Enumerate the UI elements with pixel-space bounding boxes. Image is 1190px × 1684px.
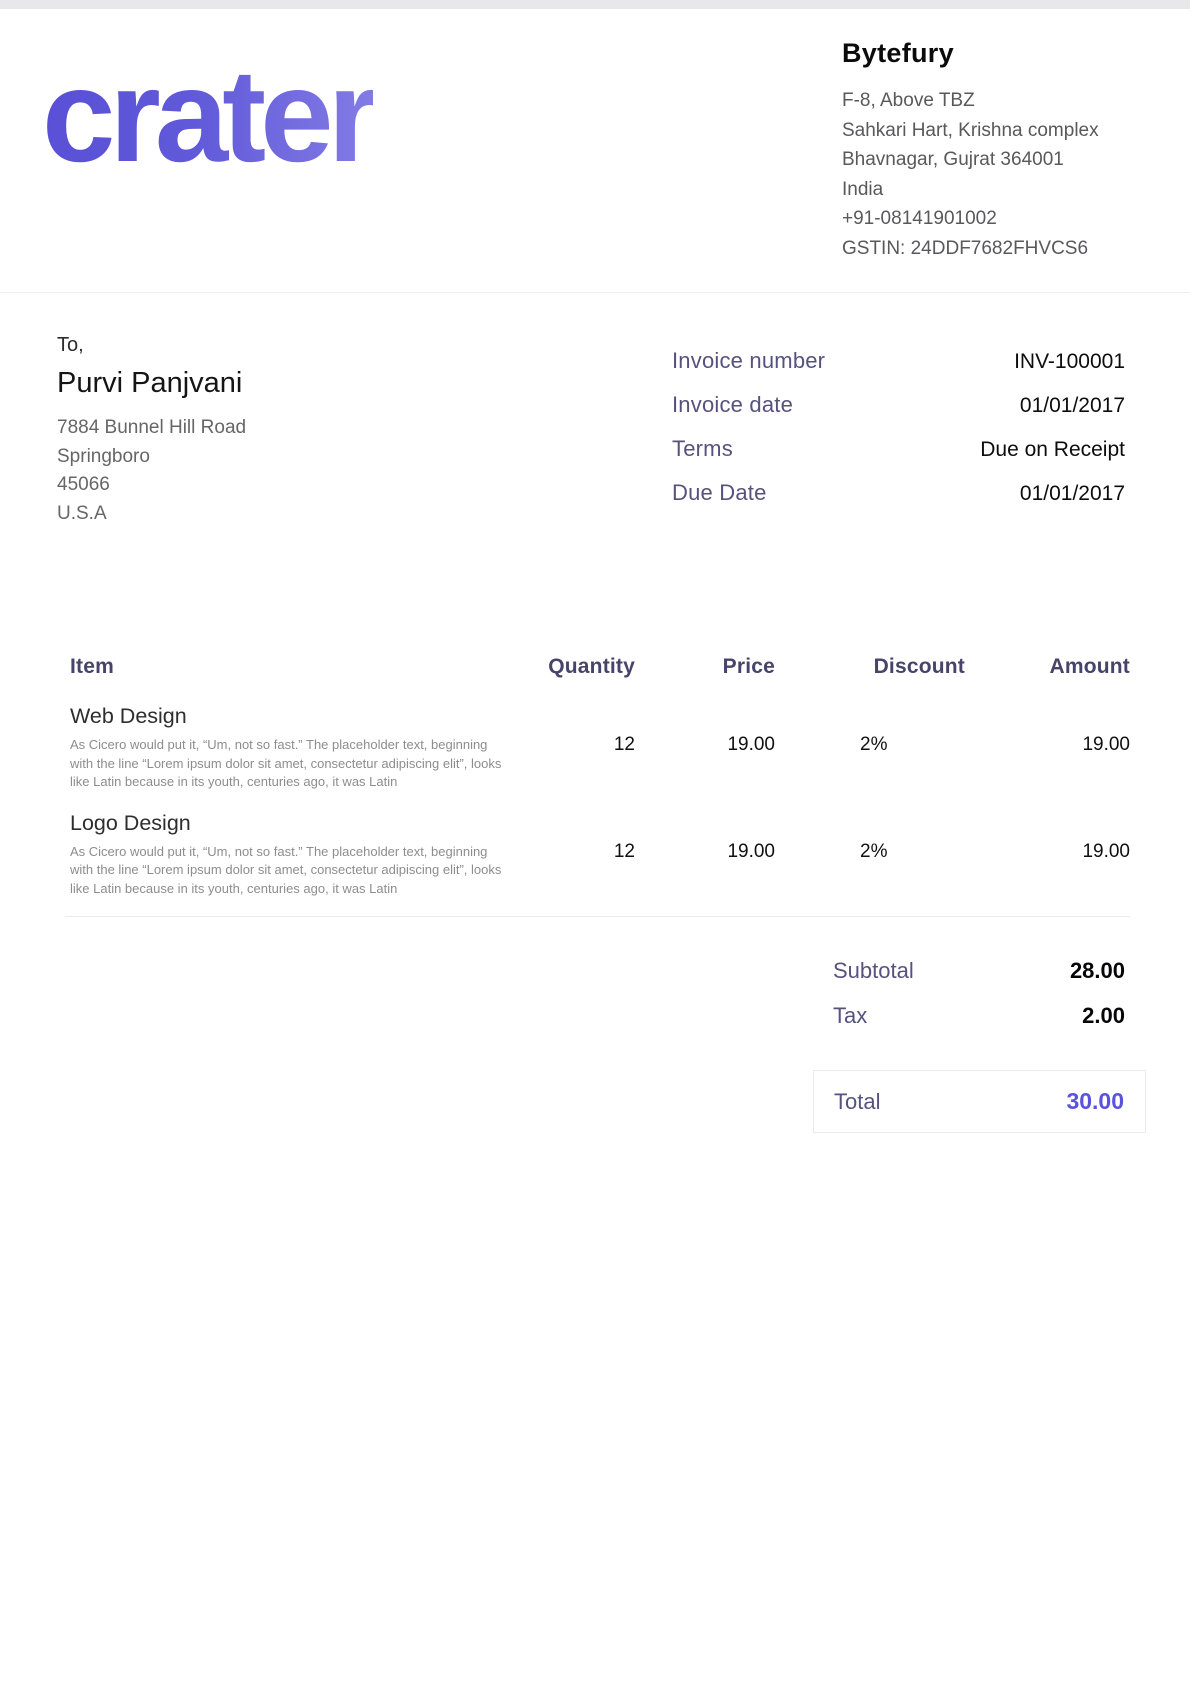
company-address-line: Sahkari Hart, Krishna complex <box>842 119 1099 141</box>
item-description-line: with the line “Lorem ipsum dolor sit amet, consectetur adipiscing elit”, looks <box>70 862 502 877</box>
column-header-discount: Discount <box>873 655 965 678</box>
item-description-line: like Latin because in its youth, centuries ago, it was Latin <box>70 880 398 896</box>
company-gstin: GSTIN: 24DDF7682FHVCS6 <box>842 237 1089 259</box>
column-header-item: Item <box>70 655 114 678</box>
items-table <box>65 655 1130 917</box>
due-date-value: 01/01/2017 <box>1019 482 1125 505</box>
items-divider <box>65 916 1130 917</box>
terms-label: Terms <box>672 436 733 461</box>
item-description-line: As Cicero would put it, “Um, not so fast.” The placeholder text, beginning <box>70 843 488 859</box>
customer-address-line: Springboro <box>57 445 150 467</box>
items-table-header <box>65 655 1130 679</box>
header-divider <box>0 292 1190 293</box>
item-description-line: like Latin because in its youth, centuries ago, it was Latin <box>70 774 398 789</box>
company-address-line: Bhavnagar, Gujrat 364001 <box>842 149 1064 170</box>
column-header-price: Price <box>722 655 775 678</box>
item-name: Web Design <box>70 704 187 728</box>
item-description <box>65 736 515 792</box>
bill-to-label: To, <box>57 334 84 356</box>
company-phone: +91-08141901002 <box>842 208 997 229</box>
bill-to-block <box>57 334 477 528</box>
subtotal-value: 28.00 <box>1069 958 1125 983</box>
total-box <box>813 1070 1146 1133</box>
invoice-date-value: 01/01/2017 <box>1019 394 1125 417</box>
company-info-block <box>842 38 1172 263</box>
tax-label: Tax <box>833 1003 868 1028</box>
due-date-label: Due Date <box>672 480 767 505</box>
item-amount: 19.00 <box>1082 734 1130 755</box>
item-quantity: 12 <box>613 840 635 862</box>
totals-block <box>833 958 1125 1133</box>
subtotal-label: Subtotal <box>833 958 914 983</box>
item-price: 19.00 <box>727 734 775 755</box>
item-amount: 19.00 <box>1082 840 1130 862</box>
invoice-date-row <box>672 392 1125 436</box>
company-address-line: India <box>842 178 884 200</box>
company-name: Bytefury <box>842 38 954 68</box>
item-cell <box>65 701 515 792</box>
item-description-line: As Cicero would put it, “Um, not so fast.” The placeholder text, beginning <box>70 737 488 752</box>
item-discount: 2% <box>860 734 888 755</box>
column-header-amount: Amount <box>1049 655 1130 678</box>
column-header-quantity: Quantity <box>548 655 635 678</box>
customer-address-line: 7884 Bunnel Hill Road <box>57 417 247 438</box>
table-row <box>65 808 1130 899</box>
total-label: Total <box>834 1088 881 1114</box>
tax-value: 2.00 <box>1082 1003 1125 1028</box>
invoice-meta-block <box>672 348 1125 524</box>
terms-value: Due on Receipt <box>980 438 1125 461</box>
item-description <box>65 843 515 899</box>
page-top-strip <box>0 0 1190 9</box>
total-value: 30.00 <box>1066 1088 1124 1114</box>
invoice-number-label: Invoice number <box>672 348 826 373</box>
terms-row <box>672 436 1125 480</box>
item-price: 19.00 <box>727 840 775 862</box>
subtotal-row <box>833 958 1125 1003</box>
tax-row <box>833 1003 1125 1048</box>
customer-address-line: 45066 <box>57 474 110 495</box>
table-row <box>65 701 1130 792</box>
item-description-line: with the line “Lorem ipsum dolor sit amet, consectetur adipiscing elit”, looks <box>70 755 502 771</box>
customer-name: Purvi Panjvani <box>57 367 243 399</box>
company-address-line: F-8, Above TBZ <box>842 90 975 111</box>
invoice-number-row <box>672 348 1125 392</box>
item-name: Logo Design <box>70 810 191 835</box>
invoice-number-value: INV-100001 <box>1014 350 1125 373</box>
item-quantity: 12 <box>613 734 635 755</box>
due-date-row <box>672 480 1125 524</box>
customer-address-line: U.S.A <box>57 502 107 524</box>
item-discount: 2% <box>860 840 888 862</box>
item-cell <box>65 808 515 899</box>
invoice-date-label: Invoice date <box>672 392 794 417</box>
crater-logo: crater <box>42 42 373 189</box>
